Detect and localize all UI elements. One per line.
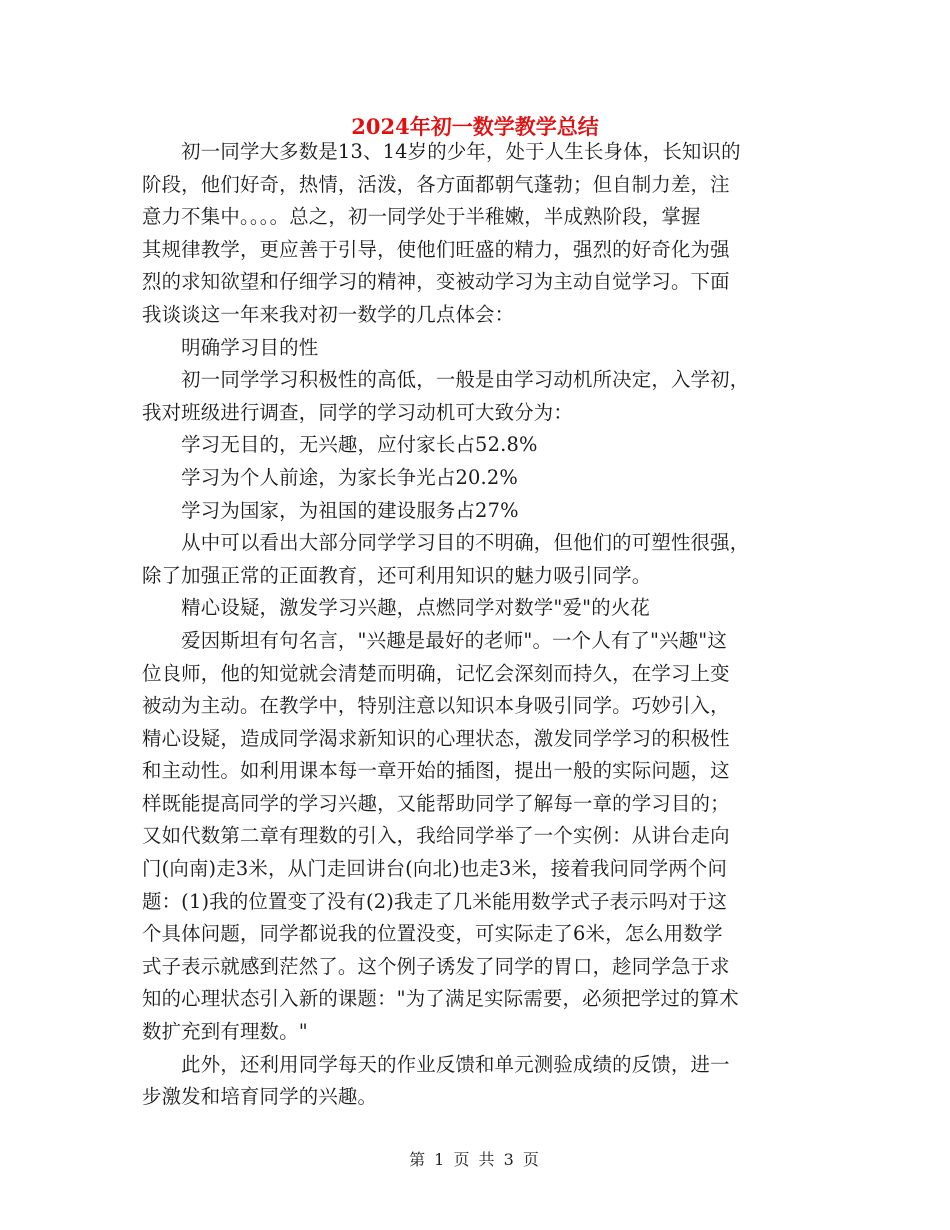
body-text-line: 爱因斯坦有句名言，"兴趣是最好的老师"。一个人有了"兴趣"这 [142,628,728,652]
body-text-line: 数扩充到有理数。" [142,1020,308,1044]
body-text-line: 被动为主动。在教学中，特别注意以知识本身吸引同学。巧妙引入， [142,694,730,718]
body-text-line: 和主动性。如利用课本每一章开始的插图，提出一般的实际问题，这 [142,759,730,783]
body-text-line: 我谈谈这一年来我对初一数学的几点体会： [142,302,515,326]
body-text-line: 门(向南)走3米，从门走回讲台(向北)也走3米，接着我问同学两个问 [142,857,728,881]
body-text-line: 样既能提高同学的学习兴趣，又能帮助同学了解每一章的学习目的； [142,791,730,815]
body-text-line: 步激发和培育同学的兴趣。 [142,1085,378,1109]
body-text-line: 学习无目的，无兴趣，应付家长占52.8% [142,433,538,457]
body-text-line: 精心设疑，造成同学渴求新知识的心理状态，激发同学学习的积极性 [142,726,730,750]
body-text-line: 题：(1)我的位置变了没有(2)我走了几米能用数学式子表示吗对于这 [142,889,728,913]
body-text-line: 学习为个人前途，为家长争光占20.2% [142,465,519,489]
body-text-line: 又如代数第二章有理数的引入，我给同学举了一个实例：从讲台走向 [142,824,730,848]
body-text-line: 从中可以看出大部分同学学习目的不明确，但他们的可塑性很强， [142,531,750,555]
body-text-line: 意力不集中。。。。总之，初一同学处于半稚嫩，半成熟阶段，掌握 [142,205,701,229]
body-text-line: 我对班级进行调查，同学的学习动机可大致分为： [142,400,573,424]
page-footer: 第 1 页 共 3 页 [409,1150,541,1169]
body-text-line: 除了加强正常的正面教育，还可利用知识的魅力吸引同学。 [142,563,652,587]
body-text-line: 个具体问题，同学都说我的位置没变，可实际走了6米，怎么用数学 [142,922,723,946]
body-text-line: 其规律教学，更应善于引导，使他们旺盛的精力，强烈的好奇化为强 [142,237,730,261]
body-text-line: 学习为国家，为祖国的建设服务占27% [142,498,519,522]
body-text-line: 此外，还利用同学每天的作业反馈和单元测验成绩的反馈，进一 [142,1052,730,1076]
body-text-line: 位良师，他的知觉就会清楚而明确，记忆会深刻而持久，在学习上变 [142,661,730,685]
body-text-line: 知的心理状态引入新的课题："为了满足实际需要，必须把学过的算术 [142,987,739,1011]
document-body [142,136,802,1114]
body-text-line: 初一同学大多数是13、14岁的少年，处于人生长身体，长知识的 [142,140,741,163]
body-text-line: 烈的求知欲望和仔细学习的精神，变被动学习为主动自觉学习。下面 [142,270,730,294]
body-text-line: 精心设疑，激发学习兴趣，点燃同学对数学"爱"的火花 [142,596,651,620]
body-text-line: 式子表示就感到茫然了。这个例子诱发了同学的胃口，趁同学急于求 [142,954,730,978]
body-text-line: 阶段，他们好奇，热情，活泼，各方面都朝气蓬勃；但自制力差，注 [142,172,730,196]
body-text-line: 明确学习目的性 [142,335,319,359]
body-text-line: 初一同学学习积极性的高低，一般是由学习动机所决定，入学初， [142,368,750,392]
document-title: 2024年初一数学教学总结 [351,114,599,139]
